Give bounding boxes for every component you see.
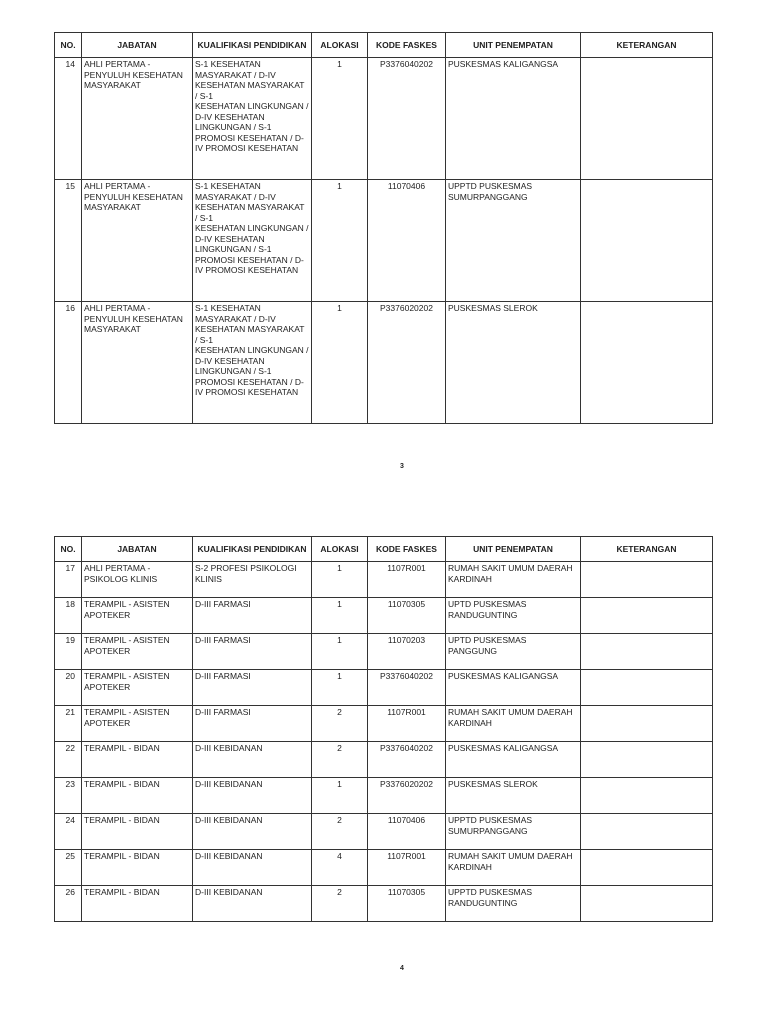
cell-kualifikasi-text: S-2 PROFESI PSIKOLOGI KLINIS: [195, 563, 297, 584]
cell-kualifikasi: [193, 562, 312, 598]
cell-kualifikasi-text: D-III FARMASI: [195, 635, 251, 645]
cell-unit-penempatan: [446, 598, 581, 634]
cell-kualifikasi-text: D-III KEBIDANAN: [195, 887, 263, 897]
cell-alokasi: [312, 814, 368, 850]
cell-alokasi: [312, 778, 368, 814]
cell-keterangan: [581, 562, 713, 598]
cell-no: [55, 670, 82, 706]
cell-no: [55, 886, 82, 922]
header-unit-penempatan: UNIT PENEMPATAN: [446, 537, 581, 562]
cell-kode-faskes-text: P3376040202: [380, 671, 433, 681]
header-no: NO.: [55, 33, 82, 58]
cell-alokasi: [312, 562, 368, 598]
cell-no-text: 22: [65, 743, 75, 753]
cell-no-text: 17: [65, 563, 75, 573]
cell-jabatan: [82, 58, 193, 180]
cell-alokasi-text: 1: [337, 779, 342, 789]
cell-jabatan-text: TERAMPIL - BIDAN: [84, 779, 160, 789]
cell-no-text: 23: [65, 779, 75, 789]
cell-jabatan: [82, 670, 193, 706]
cell-kode-faskes-text: 1107R001: [387, 563, 426, 573]
cell-kode-faskes: [368, 634, 446, 670]
table-row: [55, 634, 713, 670]
table-row: [55, 302, 713, 424]
cell-alokasi-text: 1: [337, 181, 342, 191]
cell-unit-penempatan-text: PUSKESMAS KALIGANGSA: [448, 59, 559, 69]
cell-jabatan-text: AHLI PERTAMA - PENYULUH KESEHATAN MASYARAKAT: [84, 303, 183, 334]
cell-jabatan-text: AHLI PERTAMA - PENYULUH KESEHATAN MASYARAKAT: [84, 181, 183, 212]
cell-kode-faskes: [368, 778, 446, 814]
cell-alokasi-text: 2: [337, 887, 342, 897]
cell-alokasi: [312, 302, 368, 424]
cell-unit-penempatan-text: UPPTD PUSKESMAS SUMURPANGGANG: [448, 181, 533, 202]
cell-kualifikasi: [193, 302, 312, 424]
cell-kode-faskes-text: P3376020202: [380, 303, 433, 313]
header-keterangan: KETERANGAN: [581, 537, 713, 562]
cell-unit-penempatan-text: UPPTD PUSKESMAS SUMURPANGGANG: [448, 815, 533, 836]
cell-jabatan-text: TERAMPIL - ASISTEN APOTEKER: [84, 671, 170, 692]
cell-alokasi: [312, 886, 368, 922]
table-body: [55, 562, 713, 922]
table-body: [55, 58, 713, 424]
cell-unit-penempatan-text: PUSKESMAS SLEROK: [448, 303, 538, 313]
page-number: 4: [400, 965, 404, 972]
cell-no: [55, 58, 82, 180]
cell-jabatan-text: TERAMPIL - BIDAN: [84, 815, 160, 825]
header-kualifikasi: KUALIFIKASI PENDIDIKAN: [193, 537, 312, 562]
cell-jabatan-text: TERAMPIL - ASISTEN APOTEKER: [84, 707, 170, 728]
cell-jabatan: [82, 598, 193, 634]
cell-kode-faskes: [368, 562, 446, 598]
table-row: [55, 742, 713, 778]
cell-unit-penempatan-text: PUSKESMAS SLEROK: [448, 779, 538, 789]
cell-kode-faskes-text: 1107R001: [387, 707, 426, 717]
cell-jabatan-text: AHLI PERTAMA - PSIKOLOG KLINIS: [84, 563, 158, 584]
header-keterangan: KETERANGAN: [581, 33, 713, 58]
cell-kode-faskes: [368, 742, 446, 778]
cell-jabatan: [82, 742, 193, 778]
cell-jabatan: [82, 814, 193, 850]
cell-no: [55, 598, 82, 634]
cell-kualifikasi-text: D-III KEBIDANAN: [195, 815, 263, 825]
cell-kualifikasi: [193, 742, 312, 778]
cell-jabatan-text: TERAMPIL - BIDAN: [84, 887, 160, 897]
table-row: [55, 562, 713, 598]
cell-kualifikasi: [193, 598, 312, 634]
cell-no-text: 19: [65, 635, 75, 645]
cell-alokasi-text: 1: [337, 635, 342, 645]
cell-jabatan: [82, 706, 193, 742]
cell-jabatan: [82, 302, 193, 424]
cell-jabatan-text: AHLI PERTAMA - PENYULUH KESEHATAN MASYARAKAT: [84, 59, 183, 90]
cell-jabatan-text: TERAMPIL - BIDAN: [84, 851, 160, 861]
cell-jabatan-text: TERAMPIL - ASISTEN APOTEKER: [84, 599, 170, 620]
cell-unit-penempatan: [446, 634, 581, 670]
cell-no-text: 18: [65, 599, 75, 609]
cell-kualifikasi: [193, 814, 312, 850]
cell-kualifikasi-text: D-III KEBIDANAN: [195, 779, 263, 789]
cell-kode-faskes-text: 1107R001: [387, 851, 426, 861]
cell-no: [55, 180, 82, 302]
cell-kode-faskes: [368, 180, 446, 302]
cell-kualifikasi-text: S-1 KESEHATAN MASYARAKAT / D-IV KESEHATAN MASYARAKAT / S-1 KESEHATAN LINGKUNGAN / D-IV KESEHATAN LINGKUNGAN / S-1 PROMOSI KESEHATAN / D- IV PROMOSI KESEHATAN: [195, 303, 309, 397]
cell-kualifikasi: [193, 706, 312, 742]
cell-alokasi: [312, 742, 368, 778]
header-kode-faskes: KODE FASKES: [368, 33, 446, 58]
header-unit-penempatan: UNIT PENEMPATAN: [446, 33, 581, 58]
table-row: [55, 598, 713, 634]
cell-unit-penempatan: [446, 670, 581, 706]
table-row: [55, 814, 713, 850]
header-no: NO.: [55, 537, 82, 562]
cell-kualifikasi-text: S-1 KESEHATAN MASYARAKAT / D-IV KESEHATAN MASYARAKAT / S-1 KESEHATAN LINGKUNGAN / D-IV KESEHATAN LINGKUNGAN / S-1 PROMOSI KESEHATAN / D- IV PROMOSI KESEHATAN: [195, 181, 309, 275]
table-row: [55, 58, 713, 180]
allocation-table-page-3: [54, 32, 713, 424]
cell-kualifikasi-text: D-III KEBIDANAN: [195, 743, 263, 753]
cell-unit-penempatan: [446, 58, 581, 180]
cell-keterangan: [581, 598, 713, 634]
cell-unit-penempatan-text: UPTD PUSKESMAS RANDUGUNTING: [448, 599, 527, 620]
table-row: [55, 778, 713, 814]
cell-kualifikasi: [193, 886, 312, 922]
cell-kualifikasi-text: D-III FARMASI: [195, 599, 251, 609]
cell-no-text: 15: [65, 181, 75, 191]
cell-jabatan-text: TERAMPIL - ASISTEN APOTEKER: [84, 635, 170, 656]
cell-unit-penempatan: [446, 886, 581, 922]
allocation-table-page-4: [54, 536, 713, 922]
header-kode-faskes: KODE FASKES: [368, 537, 446, 562]
cell-unit-penempatan-text: UPPTD PUSKESMAS RANDUGUNTING: [448, 887, 533, 908]
cell-keterangan: [581, 850, 713, 886]
cell-no: [55, 778, 82, 814]
cell-keterangan: [581, 886, 713, 922]
cell-no: [55, 742, 82, 778]
cell-kode-faskes-text: 11070406: [387, 815, 426, 825]
cell-unit-penempatan: [446, 180, 581, 302]
cell-kode-faskes-text: P3376040202: [380, 59, 433, 69]
cell-no: [55, 562, 82, 598]
cell-unit-penempatan-text: RUMAH SAKIT UMUM DAERAH KARDINAH: [448, 851, 573, 872]
cell-unit-penempatan-text: RUMAH SAKIT UMUM DAERAH KARDINAH: [448, 707, 573, 728]
cell-alokasi-text: 1: [337, 303, 342, 313]
cell-kualifikasi: [193, 778, 312, 814]
cell-no-text: 26: [65, 887, 75, 897]
cell-kode-faskes: [368, 850, 446, 886]
cell-kode-faskes: [368, 814, 446, 850]
page-number: 3: [400, 463, 404, 470]
cell-alokasi: [312, 180, 368, 302]
cell-no: [55, 302, 82, 424]
cell-kode-faskes-text: 11070406: [387, 181, 426, 191]
cell-alokasi-text: 1: [337, 59, 342, 69]
cell-jabatan: [82, 778, 193, 814]
cell-kualifikasi: [193, 58, 312, 180]
cell-no-text: 14: [65, 59, 75, 69]
cell-jabatan: [82, 562, 193, 598]
cell-no-text: 21: [65, 707, 75, 717]
cell-kualifikasi-text: D-III FARMASI: [195, 671, 251, 681]
header-jabatan: JABATAN: [82, 537, 193, 562]
cell-alokasi-text: 2: [337, 743, 342, 753]
cell-alokasi-text: 1: [337, 599, 342, 609]
header-alokasi: ALOKASI: [312, 537, 368, 562]
cell-kualifikasi: [193, 180, 312, 302]
cell-no: [55, 814, 82, 850]
cell-kode-faskes: [368, 706, 446, 742]
cell-kualifikasi-text: D-III FARMASI: [195, 707, 251, 717]
cell-alokasi: [312, 634, 368, 670]
cell-kualifikasi: [193, 850, 312, 886]
table-row: [55, 706, 713, 742]
cell-no: [55, 850, 82, 886]
cell-keterangan: [581, 58, 713, 180]
cell-keterangan: [581, 706, 713, 742]
cell-kode-faskes: [368, 670, 446, 706]
cell-kualifikasi: [193, 670, 312, 706]
cell-kualifikasi-text: D-III KEBIDANAN: [195, 851, 263, 861]
cell-kode-faskes: [368, 58, 446, 180]
cell-no-text: 20: [65, 671, 75, 681]
table-row: [55, 180, 713, 302]
cell-no: [55, 706, 82, 742]
cell-unit-penempatan: [446, 562, 581, 598]
cell-alokasi: [312, 598, 368, 634]
cell-no: [55, 634, 82, 670]
cell-keterangan: [581, 778, 713, 814]
header-kualifikasi: KUALIFIKASI PENDIDIKAN: [193, 33, 312, 58]
table-header-row: [55, 537, 713, 562]
cell-alokasi: [312, 58, 368, 180]
cell-alokasi-text: 4: [337, 851, 342, 861]
table-row: [55, 670, 713, 706]
cell-unit-penempatan-text: UPTD PUSKESMAS PANGGUNG: [448, 635, 527, 656]
cell-unit-penempatan-text: PUSKESMAS KALIGANGSA: [448, 671, 559, 681]
cell-unit-penempatan: [446, 778, 581, 814]
cell-kode-faskes-text: 11070203: [387, 635, 426, 645]
cell-jabatan-text: TERAMPIL - BIDAN: [84, 743, 160, 753]
cell-kualifikasi: [193, 634, 312, 670]
cell-unit-penempatan: [446, 302, 581, 424]
cell-unit-penempatan-text: PUSKESMAS KALIGANGSA: [448, 743, 559, 753]
cell-alokasi-text: 1: [337, 671, 342, 681]
cell-keterangan: [581, 180, 713, 302]
cell-unit-penempatan: [446, 706, 581, 742]
header-jabatan: JABATAN: [82, 33, 193, 58]
cell-kode-faskes-text: P3376040202: [380, 743, 433, 753]
cell-kode-faskes: [368, 886, 446, 922]
cell-unit-penempatan-text: RUMAH SAKIT UMUM DAERAH KARDINAH: [448, 563, 573, 584]
cell-keterangan: [581, 302, 713, 424]
cell-alokasi-text: 1: [337, 563, 342, 573]
cell-keterangan: [581, 670, 713, 706]
cell-kode-faskes-text: 11070305: [387, 887, 426, 897]
table-row: [55, 886, 713, 922]
cell-jabatan: [82, 886, 193, 922]
cell-unit-penempatan: [446, 742, 581, 778]
cell-alokasi: [312, 670, 368, 706]
cell-alokasi-text: 2: [337, 707, 342, 717]
cell-jabatan: [82, 850, 193, 886]
cell-keterangan: [581, 634, 713, 670]
cell-kode-faskes: [368, 302, 446, 424]
cell-keterangan: [581, 742, 713, 778]
cell-kualifikasi-text: S-1 KESEHATAN MASYARAKAT / D-IV KESEHATAN MASYARAKAT / S-1 KESEHATAN LINGKUNGAN / D-IV KESEHATAN LINGKUNGAN / S-1 PROMOSI KESEHATAN / D- IV PROMOSI KESEHATAN: [195, 59, 309, 153]
cell-alokasi: [312, 850, 368, 886]
cell-keterangan: [581, 814, 713, 850]
cell-jabatan: [82, 634, 193, 670]
cell-no-text: 25: [65, 851, 75, 861]
cell-no-text: 16: [65, 303, 75, 313]
cell-kode-faskes-text: P3376020202: [380, 779, 433, 789]
cell-kode-faskes: [368, 598, 446, 634]
cell-unit-penempatan: [446, 814, 581, 850]
cell-unit-penempatan: [446, 850, 581, 886]
cell-alokasi: [312, 706, 368, 742]
cell-kode-faskes-text: 11070305: [387, 599, 426, 609]
cell-alokasi-text: 2: [337, 815, 342, 825]
cell-no-text: 24: [65, 815, 75, 825]
header-alokasi: ALOKASI: [312, 33, 368, 58]
table-row: [55, 850, 713, 886]
table-header-row: [55, 33, 713, 58]
cell-jabatan: [82, 180, 193, 302]
